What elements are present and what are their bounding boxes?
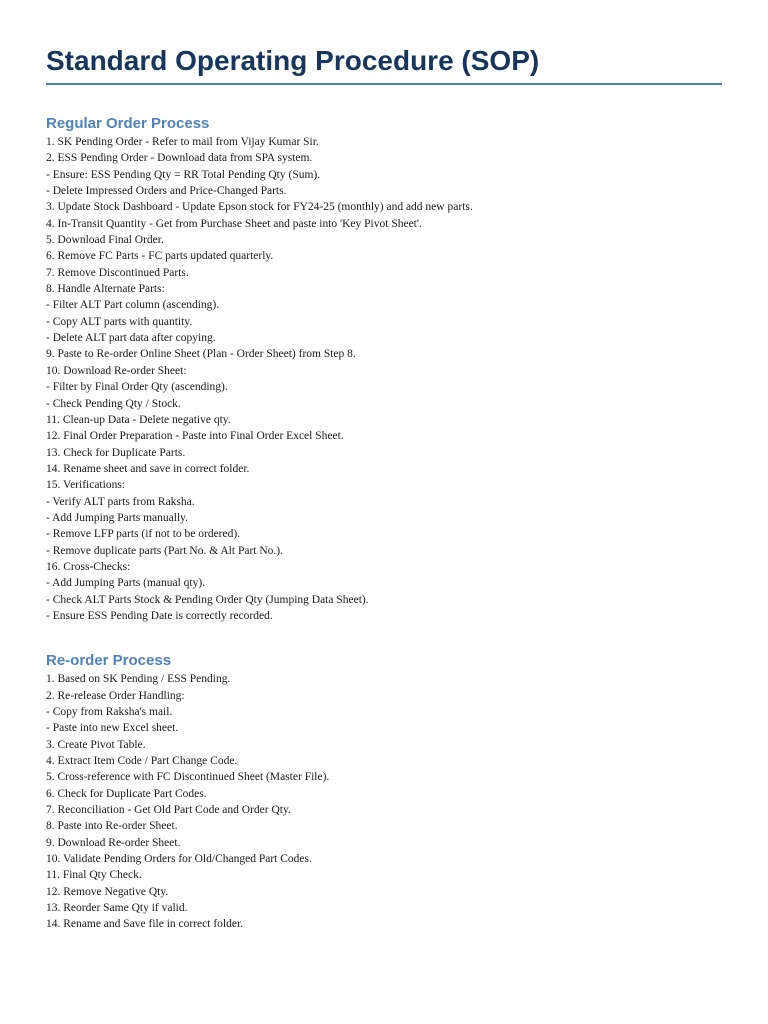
document-title: Standard Operating Procedure (SOP) <box>46 45 540 76</box>
list-item: 3. Update Stock Dashboard - Update Epson stock for FY24-25 (monthly) and add new parts. <box>46 201 473 214</box>
step-list <box>46 134 722 624</box>
list-item: 12. Final Order Preparation - Paste into Final Order Excel Sheet. <box>46 430 344 443</box>
list-item: - Copy ALT parts with quantity. <box>46 315 193 328</box>
list-item: 3. Create Pivot Table. <box>46 738 146 751</box>
list-item: - Add Jumping Parts manually. <box>46 511 189 524</box>
list-item: 6. Check for Duplicate Part Codes. <box>46 787 207 800</box>
list-item: 4. In-Transit Quantity - Get from Purchase Sheet and paste into 'Key Pivot Sheet'. <box>46 217 422 230</box>
list-item: 7. Reconciliation - Get Old Part Code and Order Qty. <box>46 804 291 817</box>
section-regular-order-process <box>46 116 722 624</box>
list-item: 15. Verifications: <box>46 479 125 492</box>
list-item: 12. Remove Negative Qty. <box>46 885 169 898</box>
section-re-order-process <box>46 653 722 933</box>
list-item: - Check ALT Parts Stock & Pending Order Qty (Jumping Data Sheet). <box>46 593 369 606</box>
list-item: - Check Pending Qty / Stock. <box>46 397 181 410</box>
list-item: - Filter by Final Order Qty (ascending). <box>46 381 228 394</box>
list-item: - Paste into new Excel sheet. <box>46 722 179 735</box>
list-item: - Add Jumping Parts (manual qty). <box>46 577 206 590</box>
list-item: 14. Rename sheet and save in correct folder. <box>46 462 250 475</box>
list-item: 16. Cross-Checks: <box>46 560 131 573</box>
list-item: 8. Paste into Re-order Sheet. <box>46 820 178 833</box>
list-item: - Ensure: ESS Pending Qty = RR Total Pending Qty (Sum). <box>46 168 321 181</box>
list-item: - Delete ALT part data after copying. <box>46 332 216 345</box>
list-item: 6. Remove FC Parts - FC parts updated quarterly. <box>46 250 274 263</box>
list-item: 2. Re-release Order Handling: <box>46 689 185 702</box>
list-item: 2. ESS Pending Order - Download data from SPA system. <box>46 152 313 165</box>
list-item: - Ensure ESS Pending Date is correctly recorded. <box>46 609 273 622</box>
list-item: 13. Reorder Same Qty if valid. <box>46 902 188 915</box>
list-item: 8. Handle Alternate Parts: <box>46 283 165 296</box>
section-heading: Regular Order Process <box>46 115 210 132</box>
list-item: - Verify ALT parts from Raksha. <box>46 495 195 508</box>
list-item: 13. Check for Duplicate Parts. <box>46 446 186 459</box>
list-item: 4. Extract Item Code / Part Change Code. <box>46 755 238 768</box>
section-heading: Re-order Process <box>46 652 172 670</box>
list-item: 10. Validate Pending Orders for Old/Changed Part Codes. <box>46 853 312 866</box>
list-item: 1. SK Pending Order - Refer to mail from Vijay Kumar Sir. <box>46 136 319 148</box>
list-item: 1. Based on SK Pending / ESS Pending. <box>46 673 231 686</box>
list-item: 14. Rename and Save file in correct folder. <box>46 918 244 931</box>
list-item: 5. Cross-reference with FC Discontinued Sheet (Master File). <box>46 771 330 784</box>
list-item: 5. Download Final Order. <box>46 234 164 247</box>
list-item: 11. Final Qty Check. <box>46 869 142 882</box>
sop-document <box>46 0 722 933</box>
list-item: 10. Download Re-order Sheet: <box>46 364 187 377</box>
list-item: 11. Clean-up Data - Delete negative qty. <box>46 413 231 426</box>
list-item: 9. Paste to Re-order Online Sheet (Plan - Order Sheet) from Step 8. <box>46 348 356 361</box>
list-item: 7. Remove Discontinued Parts. <box>46 266 189 279</box>
list-item: - Delete Impressed Orders and Price-Changed Parts. <box>46 185 287 198</box>
step-list <box>46 671 722 933</box>
list-item: - Filter ALT Part column (ascending). <box>46 299 220 312</box>
list-item: - Remove duplicate parts (Part No. & Alt Part No.). <box>46 544 283 557</box>
list-item: - Remove LFP parts (if not to be ordered). <box>46 528 241 541</box>
list-item: - Copy from Raksha's mail. <box>46 706 173 718</box>
title-divider <box>46 83 722 85</box>
list-item: 9. Download Re-order Sheet. <box>46 836 181 849</box>
